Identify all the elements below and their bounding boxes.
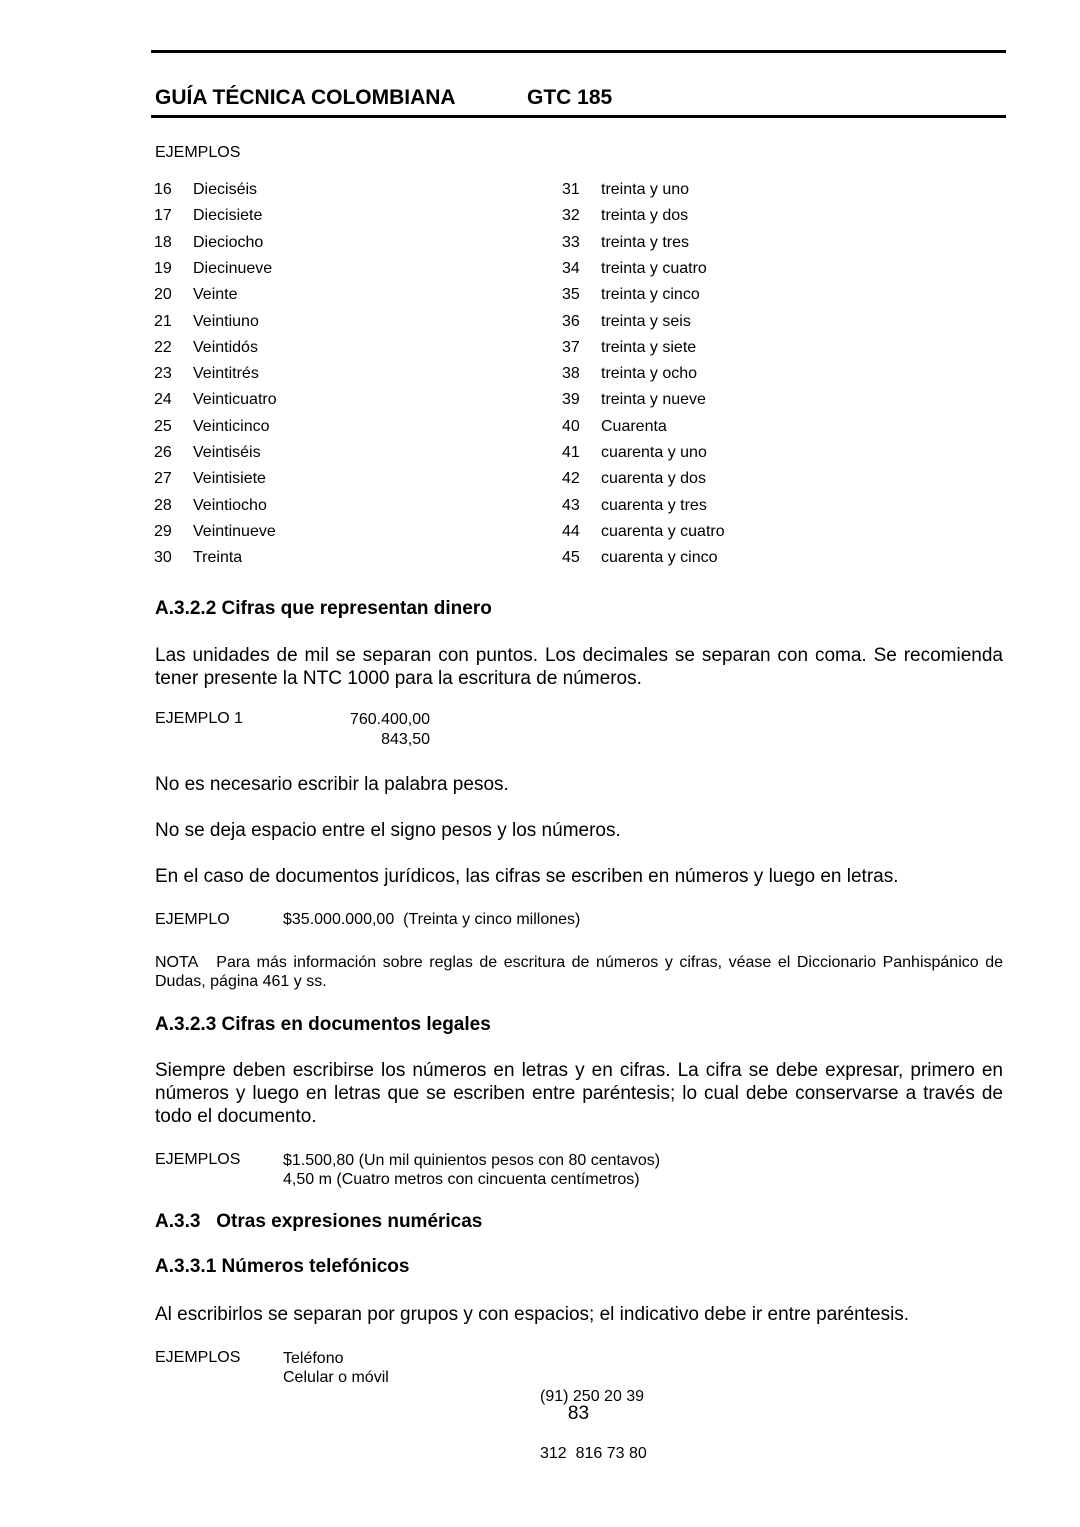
number-word: Veintiocho (193, 496, 267, 514)
note-block (155, 953, 1003, 991)
number-digit: 23 (154, 365, 172, 383)
number-word: Dieciséis (193, 181, 258, 198)
number-digit: 27 (154, 470, 172, 488)
number-word: cuarenta y dos (601, 470, 706, 488)
page-number: 83 (567, 1403, 590, 1424)
number-word: cuarenta y uno (601, 444, 707, 461)
number-word: Veintiuno (193, 312, 259, 330)
example1-value-2: 843,50 (381, 731, 430, 748)
number-digit: 42 (562, 470, 580, 488)
section-heading-a331: A.3.3.1 Números telefónicos (155, 1256, 410, 1277)
number-word: Treinta (193, 549, 243, 567)
number-digit: 35 (562, 286, 580, 304)
section-heading-a3222: A.3.2.2 Cifras que representan dinero (155, 598, 492, 619)
number-digit: 40 (562, 417, 580, 435)
number-word: treinta y cinco (601, 286, 700, 304)
number-digit: 43 (562, 496, 580, 514)
paragraph-no-space: No se deja espacio entre el signo pesos y los números. (155, 820, 621, 841)
number-digit: 36 (562, 312, 580, 330)
paragraph-a331: Al escribirlos se separan por grupos y con espacios; el indicativo debe ir entre paréntesis. (155, 1304, 910, 1325)
number-word: treinta y siete (601, 338, 697, 356)
number-word: Veintidós (193, 338, 258, 356)
number-digit: 19 (154, 259, 172, 277)
number-word: Veinticuatro (193, 391, 277, 409)
example2-label: EJEMPLO (155, 911, 230, 928)
number-word: Veintinueve (193, 522, 276, 540)
number-word: Dieciocho (193, 233, 264, 251)
example1-value-1: 760.400,00 (349, 711, 430, 728)
paragraph-no-pesos: No es necesario escribir la palabra pesos. (155, 774, 509, 795)
paragraph-juridical: En el caso de documentos jurídicos, las cifras se escriben en números y luego en letras. (155, 866, 899, 887)
number-digit: 16 (154, 181, 172, 198)
number-word: Veintiséis (193, 444, 261, 461)
number-digit: 39 (562, 391, 580, 409)
section-heading-a33: A.3.3 Otras expresiones numéricas (155, 1211, 483, 1232)
example1-values (330, 710, 430, 750)
section-heading-a3223: A.3.2.3 Cifras en documentos legales (155, 1014, 491, 1035)
example2-value: $35.000.000,00 (Treinta y cinco millones) (283, 911, 581, 928)
number-word: treinta y nueve (601, 391, 706, 409)
number-word: treinta y ocho (601, 365, 698, 383)
number-word: Veinte (193, 286, 238, 304)
mobile-value: 312 816 73 80 (540, 1445, 647, 1462)
number-digit: 17 (154, 207, 172, 225)
phone-value: (91) 250 20 39 (540, 1388, 645, 1405)
number-digit: 33 (562, 233, 580, 251)
phone-label: Teléfono (283, 1350, 344, 1367)
number-digit: 37 (562, 338, 580, 356)
number-digit: 22 (154, 338, 172, 356)
header-bottom-rule (151, 115, 1006, 118)
note-label: NOTA (155, 954, 199, 971)
number-digit: 34 (562, 259, 580, 277)
number-digit: 20 (154, 286, 172, 304)
examples-label: EJEMPLOS (155, 144, 241, 161)
number-word: cuarenta y cuatro (601, 522, 725, 540)
example3-lines (283, 1151, 660, 1189)
example3-label: EJEMPLOS (155, 1151, 241, 1168)
number-word: Veintitrés (193, 365, 259, 383)
example3-line-2: 4,50 m (Cuatro metros con cincuenta centímetros) (283, 1171, 640, 1188)
number-digit: 45 (562, 549, 580, 567)
example3-line-1: $1.500,80 (Un mil quinientos pesos con 80 centavos) (283, 1152, 661, 1169)
number-word: treinta y uno (601, 181, 690, 198)
number-digit: 18 (154, 233, 172, 251)
number-word: treinta y seis (601, 312, 691, 330)
example4-label: EJEMPLOS (155, 1349, 241, 1366)
phone-labels (283, 1349, 389, 1387)
number-digit: 32 (562, 207, 580, 225)
number-digit: 38 (562, 365, 580, 383)
number-digit: 25 (154, 417, 172, 435)
number-word: cuarenta y cinco (601, 549, 718, 567)
number-digit: 26 (154, 444, 172, 461)
number-word: Veintisiete (193, 470, 266, 488)
number-digit: 29 (154, 522, 172, 540)
number-word: Cuarenta (601, 417, 667, 435)
number-word: Diecinueve (193, 259, 273, 277)
number-digit: 21 (154, 312, 172, 330)
header-title: GUÍA TÉCNICA COLOMBIANA (155, 86, 456, 109)
number-word: Diecisiete (193, 207, 263, 225)
number-digit: 41 (562, 444, 580, 461)
header-top-rule (151, 50, 1006, 53)
mobile-label: Celular o móvil (283, 1369, 389, 1386)
paragraph-a3223: Siempre deben escribirse los números en letras y en cifras. La cifra se debe expresar, primero en números y luego en letras que se escriben entre paréntesis; lo cual debe conservarse a través de todo el documento. (155, 1060, 1003, 1127)
note-text: Para más información sobre reglas de escritura de números y cifras, véase el Diccionario Panhispánico de Dudas, página 461 y ss. (155, 954, 1003, 990)
paragraph-a3222: Las unidades de mil se separan con puntos. Los decimales se separan con coma. Se recomienda tener presente la NTC 1000 para la escritura de números. (155, 645, 1003, 689)
number-digit: 44 (562, 522, 580, 540)
header-code: GTC 185 (527, 86, 613, 109)
number-word: Veinticinco (193, 417, 270, 435)
example1-label: EJEMPLO 1 (155, 710, 244, 727)
number-word: treinta y cuatro (601, 259, 707, 277)
number-digit: 28 (154, 496, 172, 514)
number-word: treinta y dos (601, 207, 689, 225)
number-word: cuarenta y tres (601, 496, 707, 514)
number-word: treinta y tres (601, 233, 690, 251)
number-digit: 24 (154, 391, 172, 409)
number-digit: 30 (154, 549, 172, 567)
number-digit: 31 (562, 181, 580, 198)
